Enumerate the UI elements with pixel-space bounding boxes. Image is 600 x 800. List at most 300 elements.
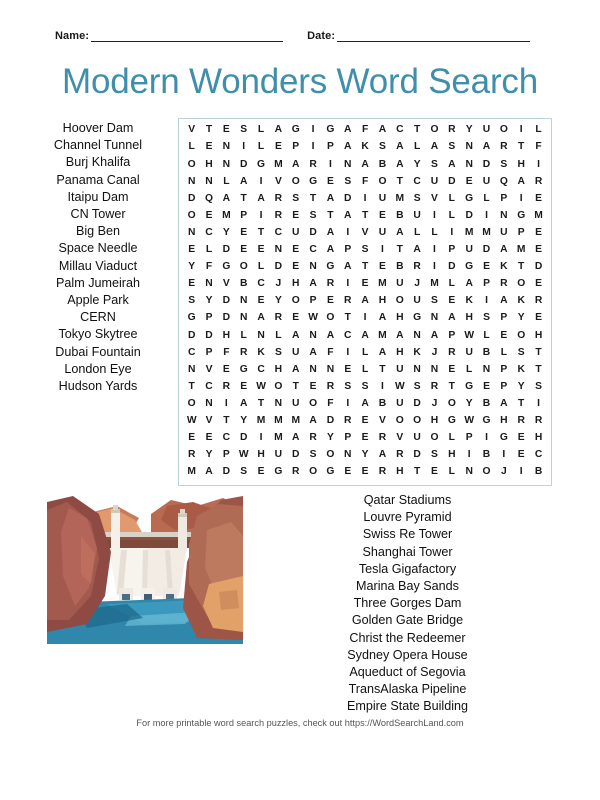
grid-cell-r13-c1[interactable]: P — [205, 346, 213, 358]
grid-cell-r2-c16[interactable]: N — [465, 158, 473, 170]
grid-cell-r2-c2[interactable]: N — [222, 158, 231, 170]
grid-cell-r9-c3[interactable]: B — [239, 278, 248, 290]
grid-cell-r10-c10[interactable]: A — [361, 295, 369, 307]
grid-cell-r11-c14[interactable]: N — [430, 312, 439, 324]
grid-cell-r10-c19[interactable]: K — [517, 295, 525, 307]
grid-cell-r8-c16[interactable]: G — [465, 261, 474, 273]
grid-cell-r3-c12[interactable]: T — [396, 175, 403, 187]
grid-cell-r8-c12[interactable]: B — [396, 261, 404, 273]
grid-cell-r20-c15[interactable]: L — [448, 466, 455, 478]
grid-cell-r20-c2[interactable]: D — [222, 466, 231, 478]
grid-cell-r6-c17[interactable]: M — [482, 226, 491, 238]
grid-cell-r15-c1[interactable]: C — [205, 380, 213, 392]
grid-cell-r17-c2[interactable]: T — [223, 414, 230, 426]
grid-cell-r19-c6[interactable]: D — [292, 449, 300, 461]
grid-cell-r11-c13[interactable]: G — [413, 312, 422, 324]
grid-cell-r17-c0[interactable]: W — [186, 414, 197, 426]
grid-cell-r3-c6[interactable]: O — [291, 175, 300, 187]
grid-cell-r13-c8[interactable]: F — [327, 346, 334, 358]
grid-cell-r20-c12[interactable]: H — [396, 466, 404, 478]
grid-cell-r16-c9[interactable]: I — [346, 397, 350, 409]
grid-cell-r3-c19[interactable]: A — [517, 175, 525, 187]
grid-cell-r0-c3[interactable]: S — [240, 124, 248, 136]
grid-cell-r20-c18[interactable]: J — [500, 466, 507, 478]
grid-cell-r3-c11[interactable]: O — [378, 175, 387, 187]
grid-cell-r5-c10[interactable]: T — [361, 209, 369, 221]
grid-cell-r16-c12[interactable]: U — [396, 397, 404, 409]
grid-cell-r12-c19[interactable]: O — [517, 329, 526, 341]
grid-cell-r4-c12[interactable]: M — [395, 192, 405, 204]
grid-cell-r10-c2[interactable]: D — [222, 295, 231, 307]
grid-cell-r14-c6[interactable]: A — [292, 363, 300, 375]
grid-cell-r5-c13[interactable]: U — [413, 209, 421, 221]
grid-cell-r4-c11[interactable]: U — [378, 192, 387, 204]
grid-cell-r14-c15[interactable]: E — [448, 363, 456, 375]
grid-cell-r15-c11[interactable]: I — [381, 380, 384, 392]
grid-cell-r16-c8[interactable]: F — [327, 397, 334, 409]
grid-cell-r7-c7[interactable]: C — [309, 244, 317, 256]
grid-cell-r0-c0[interactable]: V — [188, 124, 196, 136]
grid-cell-r1-c2[interactable]: N — [222, 141, 231, 153]
grid-cell-r10-c13[interactable]: U — [413, 295, 421, 307]
grid-cell-r15-c18[interactable]: P — [500, 380, 508, 392]
grid-cell-r14-c0[interactable]: N — [187, 363, 196, 375]
grid-cell-r10-c3[interactable]: N — [239, 295, 248, 307]
grid-cell-r3-c3[interactable]: A — [239, 175, 248, 187]
grid-cell-r1-c17[interactable]: A — [482, 141, 491, 153]
grid-cell-r15-c8[interactable]: R — [326, 380, 335, 392]
grid-cell-r12-c6[interactable]: A — [292, 329, 300, 341]
grid-cell-r9-c8[interactable]: R — [326, 278, 335, 290]
grid-cell-r8-c8[interactable]: G — [326, 261, 335, 273]
grid-cell-r10-c5[interactable]: Y — [274, 295, 282, 307]
grid-cell-r6-c6[interactable]: U — [292, 226, 300, 238]
grid-cell-r9-c2[interactable]: V — [222, 278, 230, 290]
grid-cell-r4-c20[interactable]: E — [535, 192, 542, 204]
grid-cell-r19-c17[interactable]: B — [482, 449, 491, 461]
grid-cell-r1-c13[interactable]: L — [413, 141, 421, 153]
grid-cell-r20-c8[interactable]: G — [326, 466, 335, 478]
grid-cell-r18-c20[interactable]: H — [534, 432, 543, 444]
grid-cell-r7-c13[interactable]: A — [413, 244, 421, 256]
grid-cell-r15-c15[interactable]: T — [448, 380, 455, 392]
grid-cell-r20-c4[interactable]: E — [257, 466, 265, 478]
grid-cell-r16-c0[interactable]: O — [187, 397, 196, 409]
grid-cell-r7-c12[interactable]: T — [396, 244, 403, 256]
grid-cell-r16-c6[interactable]: U — [292, 397, 300, 409]
grid-cell-r12-c20[interactable]: H — [534, 329, 543, 341]
grid-cell-r2-c8[interactable]: I — [328, 158, 332, 170]
grid-cell-r6-c3[interactable]: E — [240, 226, 248, 238]
grid-cell-r0-c6[interactable]: G — [291, 124, 300, 136]
grid-cell-r18-c1[interactable]: E — [205, 432, 213, 444]
grid-cell-r17-c18[interactable]: H — [500, 414, 508, 426]
grid-cell-r11-c17[interactable]: S — [483, 312, 490, 324]
grid-cell-r16-c7[interactable]: O — [309, 397, 318, 409]
grid-cell-r11-c10[interactable]: I — [363, 312, 367, 324]
grid-cell-r2-c20[interactable]: I — [537, 158, 540, 170]
grid-cell-r16-c14[interactable]: J — [431, 397, 438, 409]
grid-cell-r19-c20[interactable]: C — [534, 449, 543, 461]
grid-cell-r9-c10[interactable]: E — [361, 278, 369, 290]
grid-cell-r17-c19[interactable]: R — [517, 414, 525, 426]
grid-cell-r17-c6[interactable]: M — [291, 414, 301, 426]
grid-cell-r6-c5[interactable]: C — [274, 226, 283, 238]
grid-cell-r0-c8[interactable]: G — [326, 124, 335, 136]
grid-cell-r0-c15[interactable]: R — [448, 124, 456, 136]
grid-cell-r15-c3[interactable]: E — [240, 380, 248, 392]
grid-cell-r18-c10[interactable]: E — [361, 432, 369, 444]
grid-cell-r11-c3[interactable]: N — [239, 312, 248, 324]
grid-cell-r0-c4[interactable]: L — [257, 124, 265, 136]
grid-cell-r20-c20[interactable]: B — [534, 466, 543, 478]
grid-cell-r1-c19[interactable]: T — [518, 141, 525, 153]
grid-cell-r17-c15[interactable]: G — [447, 414, 456, 426]
grid-cell-r1-c15[interactable]: S — [448, 141, 456, 153]
grid-cell-r15-c7[interactable]: E — [309, 380, 317, 392]
grid-cell-r18-c6[interactable]: A — [292, 432, 300, 444]
grid-cell-r13-c7[interactable]: A — [309, 346, 317, 358]
grid-cell-r8-c13[interactable]: R — [413, 261, 421, 273]
grid-cell-r6-c8[interactable]: A — [326, 226, 335, 238]
grid-cell-r9-c13[interactable]: J — [414, 278, 420, 290]
grid-cell-r9-c19[interactable]: O — [517, 278, 526, 290]
grid-cell-r8-c18[interactable]: K — [500, 261, 508, 273]
grid-cell-r2-c1[interactable]: H — [205, 158, 213, 170]
grid-cell-r6-c14[interactable]: L — [431, 226, 438, 238]
grid-cell-r2-c19[interactable]: H — [517, 158, 525, 170]
grid-cell-r13-c14[interactable]: J — [431, 346, 438, 358]
grid-cell-r3-c15[interactable]: D — [448, 175, 456, 187]
grid-cell-r17-c4[interactable]: M — [256, 414, 266, 426]
grid-cell-r7-c2[interactable]: D — [222, 244, 231, 256]
grid-cell-r16-c11[interactable]: B — [378, 397, 387, 409]
grid-cell-r9-c20[interactable]: E — [535, 278, 542, 290]
grid-cell-r16-c13[interactable]: D — [413, 397, 421, 409]
grid-cell-r19-c3[interactable]: W — [238, 449, 249, 461]
grid-cell-r8-c9[interactable]: A — [344, 261, 352, 273]
grid-cell-r19-c14[interactable]: S — [431, 449, 438, 461]
grid-cell-r9-c4[interactable]: C — [257, 278, 265, 290]
grid-cell-r15-c13[interactable]: S — [413, 380, 421, 392]
grid-cell-r19-c1[interactable]: Y — [205, 449, 213, 461]
grid-cell-r13-c0[interactable]: C — [187, 346, 196, 358]
grid-cell-r2-c9[interactable]: N — [344, 158, 352, 170]
grid-cell-r8-c5[interactable]: D — [274, 261, 283, 273]
grid-cell-r13-c16[interactable]: U — [465, 346, 473, 358]
grid-cell-r4-c1[interactable]: Q — [205, 192, 214, 204]
grid-cell-r14-c8[interactable]: N — [326, 363, 335, 375]
grid-cell-r5-c17[interactable]: I — [485, 209, 488, 221]
grid-cell-r2-c17[interactable]: D — [482, 158, 491, 170]
grid-cell-r13-c2[interactable]: F — [223, 346, 230, 358]
grid-cell-r20-c14[interactable]: E — [431, 466, 438, 478]
grid-cell-r2-c4[interactable]: G — [257, 158, 266, 170]
grid-cell-r4-c7[interactable]: T — [309, 192, 317, 204]
grid-cell-r16-c2[interactable]: I — [224, 397, 228, 409]
grid-cell-r1-c5[interactable]: E — [274, 141, 282, 153]
grid-cell-r6-c20[interactable]: E — [535, 226, 542, 238]
grid-cell-r5-c19[interactable]: G — [517, 209, 526, 221]
grid-cell-r7-c5[interactable]: N — [274, 244, 283, 256]
grid-cell-r18-c4[interactable]: I — [259, 432, 263, 444]
grid-cell-r1-c11[interactable]: S — [379, 141, 386, 153]
grid-cell-r10-c1[interactable]: Y — [205, 295, 213, 307]
grid-cell-r1-c20[interactable]: F — [535, 141, 542, 153]
grid-cell-r7-c4[interactable]: E — [257, 244, 265, 256]
grid-cell-r7-c17[interactable]: D — [482, 244, 491, 256]
grid-cell-r11-c5[interactable]: R — [274, 312, 283, 324]
grid-cell-r15-c10[interactable]: S — [361, 380, 369, 392]
name-input-line[interactable] — [91, 30, 283, 42]
grid-cell-r4-c16[interactable]: G — [465, 192, 474, 204]
grid-cell-r6-c16[interactable]: M — [464, 226, 474, 238]
grid-cell-r14-c19[interactable]: K — [517, 363, 525, 375]
grid-cell-r9-c0[interactable]: E — [188, 278, 196, 290]
grid-cell-r13-c11[interactable]: A — [378, 346, 387, 358]
grid-cell-r17-c14[interactable]: H — [430, 414, 439, 426]
grid-cell-r17-c13[interactable]: O — [413, 414, 422, 426]
grid-cell-r18-c13[interactable]: U — [413, 432, 421, 444]
grid-cell-r4-c13[interactable]: S — [413, 192, 421, 204]
grid-cell-r12-c10[interactable]: A — [361, 329, 369, 341]
grid-cell-r5-c8[interactable]: T — [327, 209, 334, 221]
grid-cell-r20-c3[interactable]: S — [240, 466, 248, 478]
grid-cell-r7-c0[interactable]: E — [188, 244, 196, 256]
grid-cell-r20-c6[interactable]: R — [292, 466, 300, 478]
grid-cell-r2-c11[interactable]: B — [378, 158, 387, 170]
grid-cell-r1-c14[interactable]: A — [430, 141, 439, 153]
grid-cell-r16-c16[interactable]: Y — [465, 397, 473, 409]
grid-cell-r10-c15[interactable]: E — [448, 295, 456, 307]
grid-cell-r12-c3[interactable]: L — [240, 329, 247, 341]
grid-cell-r11-c2[interactable]: D — [222, 312, 231, 324]
grid-cell-r16-c10[interactable]: A — [361, 397, 369, 409]
grid-cell-r0-c9[interactable]: A — [344, 124, 352, 136]
grid-cell-r15-c19[interactable]: Y — [517, 380, 525, 392]
grid-cell-r4-c3[interactable]: T — [240, 192, 247, 204]
grid-cell-r3-c4[interactable]: I — [259, 175, 263, 187]
grid-cell-r6-c19[interactable]: P — [517, 226, 525, 238]
grid-cell-r6-c1[interactable]: C — [205, 226, 213, 238]
grid-cell-r4-c17[interactable]: L — [483, 192, 490, 204]
grid-cell-r4-c19[interactable]: I — [519, 192, 523, 204]
grid-cell-r8-c10[interactable]: T — [361, 261, 369, 273]
grid-cell-r5-c2[interactable]: M — [222, 209, 231, 221]
grid-cell-r12-c14[interactable]: A — [430, 329, 439, 341]
grid-cell-r7-c14[interactable]: I — [433, 244, 436, 256]
grid-cell-r20-c0[interactable]: M — [187, 466, 196, 478]
grid-cell-r17-c12[interactable]: O — [395, 414, 404, 426]
grid-cell-r13-c4[interactable]: K — [257, 346, 265, 358]
grid-cell-r14-c1[interactable]: V — [205, 363, 213, 375]
grid-cell-r9-c5[interactable]: J — [275, 278, 282, 290]
grid-cell-r16-c20[interactable]: I — [537, 397, 540, 409]
grid-cell-r10-c16[interactable]: K — [465, 295, 473, 307]
grid-cell-r15-c5[interactable]: O — [274, 380, 283, 392]
grid-cell-r14-c16[interactable]: L — [466, 363, 473, 375]
grid-cell-r11-c1[interactable]: P — [205, 312, 213, 324]
grid-cell-r6-c13[interactable]: L — [413, 226, 421, 238]
grid-cell-r19-c4[interactable]: H — [257, 449, 265, 461]
grid-cell-r3-c7[interactable]: G — [309, 175, 318, 187]
grid-cell-r1-c3[interactable]: I — [242, 141, 246, 153]
grid-cell-r10-c17[interactable]: I — [485, 295, 488, 307]
grid-cell-r20-c10[interactable]: E — [361, 466, 369, 478]
grid-cell-r19-c8[interactable]: O — [326, 449, 335, 461]
grid-cell-r8-c7[interactable]: N — [309, 261, 317, 273]
grid-cell-r18-c12[interactable]: V — [396, 432, 404, 444]
grid-cell-r10-c14[interactable]: S — [431, 295, 438, 307]
grid-cell-r7-c20[interactable]: E — [535, 244, 542, 256]
grid-cell-r11-c0[interactable]: G — [187, 312, 196, 324]
grid-cell-r10-c11[interactable]: H — [378, 295, 387, 307]
grid-cell-r12-c17[interactable]: L — [483, 329, 490, 341]
grid-cell-r7-c9[interactable]: P — [344, 244, 352, 256]
grid-cell-r12-c11[interactable]: M — [378, 329, 387, 341]
grid-cell-r0-c19[interactable]: I — [519, 124, 523, 136]
grid-cell-r15-c16[interactable]: G — [465, 380, 474, 392]
grid-cell-r15-c14[interactable]: R — [430, 380, 439, 392]
grid-cell-r0-c12[interactable]: C — [396, 124, 404, 136]
grid-cell-r5-c16[interactable]: D — [465, 209, 473, 221]
grid-cell-r4-c10[interactable]: I — [363, 192, 367, 204]
grid-cell-r9-c11[interactable]: M — [378, 278, 387, 290]
grid-cell-r14-c20[interactable]: T — [535, 363, 542, 375]
grid-cell-r14-c11[interactable]: T — [379, 363, 386, 375]
grid-cell-r14-c2[interactable]: E — [222, 363, 230, 375]
grid-cell-r19-c15[interactable]: H — [448, 449, 456, 461]
grid-cell-r19-c13[interactable]: D — [413, 449, 421, 461]
grid-cell-r0-c2[interactable]: E — [222, 124, 230, 136]
grid-cell-r17-c17[interactable]: G — [482, 414, 491, 426]
date-input-line[interactable] — [337, 30, 530, 42]
grid-cell-r9-c14[interactable]: M — [430, 278, 439, 290]
grid-cell-r2-c6[interactable]: A — [292, 158, 300, 170]
grid-cell-r18-c15[interactable]: L — [448, 432, 455, 444]
grid-cell-r2-c15[interactable]: A — [448, 158, 456, 170]
grid-cell-r13-c5[interactable]: S — [274, 346, 282, 358]
grid-cell-r1-c8[interactable]: P — [326, 141, 334, 153]
grid-cell-r18-c19[interactable]: E — [517, 432, 525, 444]
grid-cell-r3-c5[interactable]: V — [274, 175, 282, 187]
grid-cell-r12-c12[interactable]: A — [396, 329, 404, 341]
grid-cell-r7-c15[interactable]: P — [448, 244, 456, 256]
grid-cell-r14-c9[interactable]: E — [344, 363, 352, 375]
grid-cell-r12-c4[interactable]: N — [257, 329, 265, 341]
grid-cell-r1-c9[interactable]: A — [344, 141, 352, 153]
grid-cell-r18-c9[interactable]: P — [344, 432, 352, 444]
grid-cell-r9-c16[interactable]: A — [465, 278, 473, 290]
grid-cell-r4-c9[interactable]: D — [344, 192, 352, 204]
grid-cell-r1-c18[interactable]: R — [500, 141, 508, 153]
grid-cell-r0-c16[interactable]: Y — [465, 124, 473, 136]
grid-cell-r10-c6[interactable]: O — [291, 295, 300, 307]
grid-cell-r7-c6[interactable]: E — [292, 244, 300, 256]
grid-cell-r17-c10[interactable]: E — [361, 414, 369, 426]
grid-cell-r3-c16[interactable]: E — [465, 175, 473, 187]
grid-cell-r15-c2[interactable]: R — [222, 380, 231, 392]
grid-cell-r10-c8[interactable]: E — [326, 295, 334, 307]
grid-cell-r0-c13[interactable]: T — [413, 124, 421, 136]
grid-cell-r10-c12[interactable]: O — [395, 295, 404, 307]
grid-cell-r19-c10[interactable]: Y — [361, 449, 369, 461]
grid-cell-r20-c9[interactable]: E — [344, 466, 352, 478]
grid-cell-r0-c11[interactable]: A — [378, 124, 387, 136]
grid-cell-r10-c18[interactable]: A — [500, 295, 508, 307]
grid-cell-r2-c14[interactable]: S — [431, 158, 438, 170]
grid-cell-r0-c1[interactable]: T — [205, 124, 213, 136]
grid-cell-r5-c1[interactable]: E — [205, 209, 213, 221]
grid-cell-r2-c18[interactable]: S — [500, 158, 508, 170]
grid-cell-r1-c16[interactable]: N — [465, 141, 473, 153]
grid-cell-r4-c14[interactable]: V — [431, 192, 438, 204]
word-search-grid[interactable] — [183, 122, 547, 481]
grid-cell-r19-c11[interactable]: A — [378, 449, 387, 461]
grid-cell-r0-c5[interactable]: A — [274, 124, 283, 136]
grid-cell-r19-c12[interactable]: R — [396, 449, 404, 461]
grid-cell-r11-c6[interactable]: E — [292, 312, 300, 324]
grid-cell-r12-c13[interactable]: N — [413, 329, 421, 341]
grid-cell-r13-c19[interactable]: S — [517, 346, 525, 358]
grid-cell-r18-c3[interactable]: D — [239, 432, 248, 444]
grid-cell-r4-c0[interactable]: D — [187, 192, 196, 204]
grid-cell-r19-c5[interactable]: U — [274, 449, 283, 461]
grid-cell-r7-c3[interactable]: E — [240, 244, 248, 256]
grid-cell-r10-c20[interactable]: R — [534, 295, 543, 307]
grid-cell-r9-c7[interactable]: A — [309, 278, 317, 290]
grid-cell-r17-c1[interactable]: V — [205, 414, 213, 426]
grid-cell-r7-c11[interactable]: I — [381, 244, 384, 256]
grid-cell-r1-c10[interactable]: K — [361, 141, 369, 153]
grid-cell-r19-c18[interactable]: I — [502, 449, 506, 461]
grid-cell-r20-c7[interactable]: O — [309, 466, 318, 478]
grid-cell-r5-c14[interactable]: I — [433, 209, 436, 221]
grid-cell-r0-c17[interactable]: U — [482, 124, 491, 136]
grid-cell-r8-c15[interactable]: D — [448, 261, 456, 273]
grid-cell-r12-c1[interactable]: D — [205, 329, 213, 341]
grid-cell-r14-c17[interactable]: N — [482, 363, 491, 375]
grid-cell-r5-c11[interactable]: E — [379, 209, 386, 221]
grid-cell-r20-c19[interactable]: I — [519, 466, 523, 478]
grid-cell-r19-c7[interactable]: S — [309, 449, 317, 461]
grid-cell-r6-c0[interactable]: N — [187, 226, 196, 238]
grid-cell-r6-c4[interactable]: T — [257, 226, 265, 238]
grid-cell-r5-c3[interactable]: P — [240, 209, 248, 221]
grid-cell-r7-c18[interactable]: A — [500, 244, 508, 256]
grid-cell-r13-c10[interactable]: L — [361, 346, 369, 358]
grid-cell-r8-c14[interactable]: I — [433, 261, 436, 273]
grid-cell-r9-c18[interactable]: R — [500, 278, 508, 290]
grid-cell-r15-c9[interactable]: S — [344, 380, 352, 392]
grid-cell-r11-c16[interactable]: H — [465, 312, 473, 324]
grid-cell-r8-c11[interactable]: E — [379, 261, 386, 273]
grid-cell-r7-c16[interactable]: U — [465, 244, 473, 256]
grid-cell-r3-c8[interactable]: E — [326, 175, 334, 187]
grid-cell-r11-c19[interactable]: Y — [517, 312, 525, 324]
grid-cell-r15-c17[interactable]: E — [483, 380, 490, 392]
grid-cell-r15-c4[interactable]: W — [256, 380, 266, 392]
grid-cell-r5-c0[interactable]: O — [187, 209, 196, 221]
grid-cell-r12-c0[interactable]: D — [187, 329, 196, 341]
grid-cell-r16-c3[interactable]: A — [239, 397, 248, 409]
grid-cell-r9-c15[interactable]: L — [448, 278, 455, 290]
grid-cell-r4-c6[interactable]: S — [292, 192, 300, 204]
grid-cell-r6-c10[interactable]: V — [361, 226, 369, 238]
grid-cell-r9-c6[interactable]: H — [292, 278, 300, 290]
grid-cell-r19-c2[interactable]: P — [222, 449, 230, 461]
grid-cell-r15-c20[interactable]: S — [535, 380, 542, 392]
